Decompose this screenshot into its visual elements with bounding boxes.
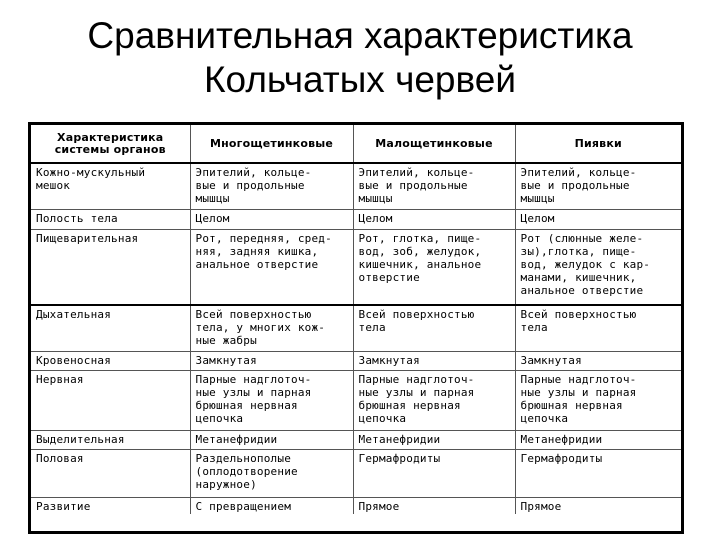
- table-cell: Парные надглоточ- ные узлы и парная брюшная нервная цепочка: [353, 370, 515, 430]
- row-label: Пищеварительная: [31, 229, 190, 305]
- table-row: [31, 163, 681, 209]
- title-line-2: Кольчатых червей: [204, 59, 516, 100]
- table-row: [31, 370, 681, 430]
- table-cell: Метанефридии: [353, 430, 515, 449]
- row-label: Развитие: [31, 497, 190, 514]
- row-label: Нервная: [31, 370, 190, 430]
- table-cell: Всей поверхностью тела: [353, 305, 515, 351]
- table-row: [31, 305, 681, 351]
- table-cell: Целом: [190, 209, 353, 229]
- table-cell: Замкнутая: [353, 351, 515, 370]
- table-cell: Гермафродиты: [515, 449, 681, 497]
- table-cell: Эпителий, кольце- вые и продольные мышцы: [515, 163, 681, 209]
- table-row: [31, 497, 681, 514]
- row-label: Кожно-мускульный мешок: [31, 163, 190, 209]
- row-label: Половая: [31, 449, 190, 497]
- header-oligochaetes: Малощетинковые: [353, 125, 515, 163]
- table-cell: Замкнутая: [515, 351, 681, 370]
- table-cell: Парные надглоточ- ные узлы и парная брюшная нервная цепочка: [190, 370, 353, 430]
- table-cell: Прямое: [353, 497, 515, 514]
- row-label: Дыхательная: [31, 305, 190, 351]
- table-cell: Замкнутая: [190, 351, 353, 370]
- table-cell: Целом: [353, 209, 515, 229]
- table-cell: Эпителий, кольце- вые и продольные мышцы: [190, 163, 353, 209]
- table-cell: Метанефридии: [190, 430, 353, 449]
- table-cell: Метанефридии: [515, 430, 681, 449]
- row-label: Выделительная: [31, 430, 190, 449]
- table-row: [31, 229, 681, 305]
- slide-title: [0, 14, 720, 102]
- row-label: Полость тела: [31, 209, 190, 229]
- table-cell: Рот, передняя, сред- няя, задняя кишка, анальное отверстие: [190, 229, 353, 305]
- table-header-row: [31, 125, 681, 163]
- table-cell: Парные надглоточ- ные узлы и парная брюшная нервная цепочка: [515, 370, 681, 430]
- table-row: [31, 449, 681, 497]
- header-polychaetes: Многощетинковые: [190, 125, 353, 163]
- table-row: [31, 209, 681, 229]
- table-row: [31, 351, 681, 370]
- row-label: Кровеносная: [31, 351, 190, 370]
- table-cell: Рот (слюнные желе- зы),глотка, пище- вод, желудок с кар- манами, кишечник, анальное отверстие: [515, 229, 681, 305]
- comparison-table: [28, 122, 684, 534]
- table-cell: Гермафродиты: [353, 449, 515, 497]
- table-cell: Эпителий, кольце- вые и продольные мышцы: [353, 163, 515, 209]
- table-cell: Целом: [515, 209, 681, 229]
- table-cell: С превращением: [190, 497, 353, 514]
- header-leeches: Пиявки: [515, 125, 681, 163]
- title-line-1: Сравнительная характеристика: [87, 15, 633, 56]
- table-cell: Рот, глотка, пище- вод, зоб, желудок, кишечник, анальное отверстие: [353, 229, 515, 305]
- table-row: [31, 430, 681, 449]
- header-organ-system: Характеристика системы органов: [31, 125, 190, 163]
- table-cell: Всей поверхностью тела, у многих кож- ные жабры: [190, 305, 353, 351]
- table-cell: Раздельнополые (оплодотворение наружное): [190, 449, 353, 497]
- table-cell: Всей поверхностью тела: [515, 305, 681, 351]
- table-cell: Прямое: [515, 497, 681, 514]
